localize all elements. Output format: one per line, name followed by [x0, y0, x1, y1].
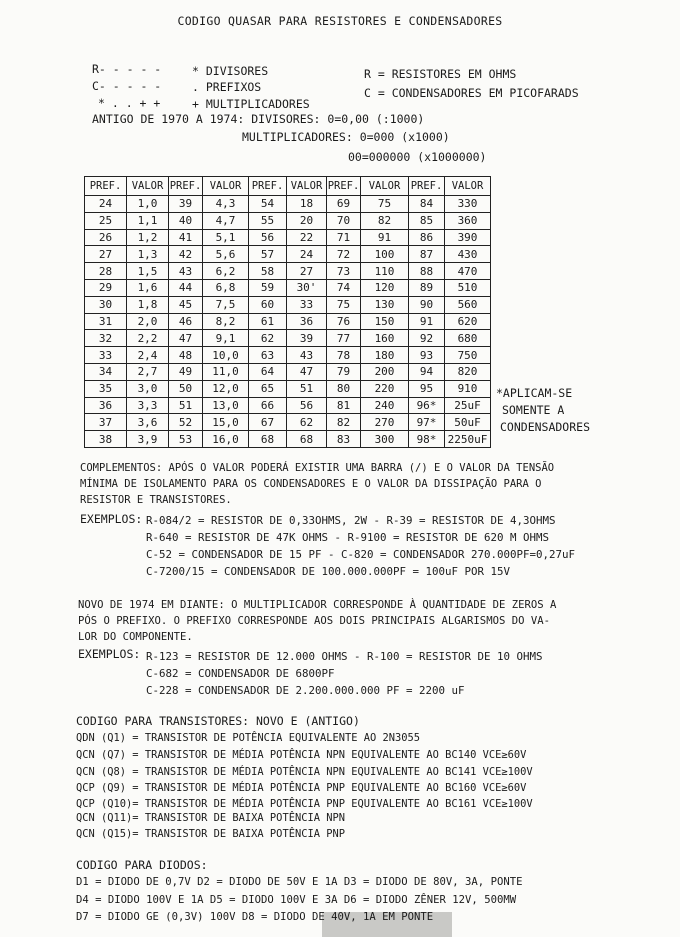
table-cell: 270	[361, 414, 409, 431]
table-cell: 750	[445, 347, 491, 364]
table-cell: 65	[249, 380, 287, 397]
table-cell: 72	[327, 246, 361, 263]
table-cell: 45	[169, 296, 203, 313]
table-cell: 56	[249, 229, 287, 246]
table-cell: 2250uF	[445, 431, 491, 448]
table-row	[85, 263, 491, 280]
legend-condensadores: C = CONDENSADORES EM PICOFARADS	[364, 86, 579, 100]
table-cell: 25	[85, 212, 127, 229]
table-cell: 52	[169, 414, 203, 431]
table-header-cell: PREF.	[85, 177, 127, 196]
table-cell: 42	[169, 246, 203, 263]
table-cell: 75	[327, 296, 361, 313]
antigo-line1: ANTIGO DE 1970 A 1974: DIVISORES: 0=0,00 (:1000)	[92, 112, 425, 126]
table-cell: 13,0	[203, 397, 249, 414]
table-cell: 95	[409, 380, 445, 397]
legend-symbol-c: C- - - - -	[92, 79, 162, 93]
table-cell: 1,5	[127, 263, 169, 280]
table-cell: 41	[169, 229, 203, 246]
table-cell: 470	[445, 263, 491, 280]
table-cell: 12,0	[203, 380, 249, 397]
table-cell: 1,6	[127, 279, 169, 296]
table-cell: 91	[361, 229, 409, 246]
table-cell: 22	[287, 229, 327, 246]
novo-line1: NOVO DE 1974 EM DIANTE: O MULTIPLICADOR CORRESPONDE À QUANTIDADE DE ZEROS A	[78, 599, 557, 611]
table-cell: 300	[361, 431, 409, 448]
table-row	[85, 330, 491, 347]
table-cell: 59	[249, 279, 287, 296]
table-cell: 44	[169, 279, 203, 296]
table-cell: 55	[249, 212, 287, 229]
table-cell: 51	[287, 380, 327, 397]
table-cell: 62	[249, 330, 287, 347]
exemplos1-line2: R-640 = RESISTOR DE 47K OHMS - R-9100 = RESISTOR DE 620 M OHMS	[146, 531, 550, 544]
table-cell: 200	[361, 363, 409, 380]
table-row	[85, 397, 491, 414]
table-header-cell: PREF.	[249, 177, 287, 196]
table-cell: 92	[409, 330, 445, 347]
table-cell: 620	[445, 313, 491, 330]
exemplos1-label: EXEMPLOS:	[80, 512, 143, 526]
exemplos2-line2: C-682 = CONDENSADOR DE 6800PF	[146, 667, 335, 680]
table-cell: 2,0	[127, 313, 169, 330]
table-cell: 220	[361, 380, 409, 397]
table-cell: 66	[249, 397, 287, 414]
table-cell: 61	[249, 313, 287, 330]
table-cell: 91	[409, 313, 445, 330]
table-row	[85, 279, 491, 296]
table-cell: 1,2	[127, 229, 169, 246]
legend-desc-prefixos: . PREFIXOS	[192, 80, 262, 94]
table-cell: 71	[327, 229, 361, 246]
table-cell: 97*	[409, 414, 445, 431]
table-row	[85, 313, 491, 330]
table-cell: 77	[327, 330, 361, 347]
table-row	[85, 246, 491, 263]
table-cell: 43	[287, 347, 327, 364]
table-note-2: SOMENTE A	[502, 403, 565, 417]
table-cell: 40	[169, 212, 203, 229]
diodo-line-1: D1 = DIODO DE 0,7V D2 = DIODO DE 50V E 1A D3 = DIODO DE 80V, 3A, PONTE	[76, 876, 523, 888]
table-cell: 100	[361, 246, 409, 263]
legend-desc-divisores: * DIVISORES	[192, 64, 269, 78]
novo-line3: LOR DO COMPONENTE.	[78, 631, 193, 643]
complementos-line3: RESISTOR E TRANSISTORES.	[80, 494, 232, 506]
table-cell: 360	[445, 212, 491, 229]
transistor-line-6: QCN (Q11)= TRANSISTOR DE BAIXA POTÊNCIA NPN	[76, 812, 345, 824]
exemplos2-line1: R-123 = RESISTOR DE 12.000 OHMS - R-100 = RESISTOR DE 10 OHMS	[146, 650, 543, 663]
table-cell: 36	[85, 397, 127, 414]
table-cell: 50	[169, 380, 203, 397]
table-cell: 24	[287, 246, 327, 263]
code-table	[84, 176, 491, 448]
table-cell: 3,3	[127, 397, 169, 414]
table-row	[85, 414, 491, 431]
table-cell: 43	[169, 263, 203, 280]
table-cell: 27	[287, 263, 327, 280]
table-cell: 3,6	[127, 414, 169, 431]
table-cell: 680	[445, 330, 491, 347]
table-cell: 24	[85, 196, 127, 213]
transistor-line-2: QCN (Q7) = TRANSISTOR DE MÉDIA POTÊNCIA NPN EQUIVALENTE AO BC140 VCE≥60V	[76, 749, 527, 761]
table-cell: 10,0	[203, 347, 249, 364]
table-cell: 30'	[287, 279, 327, 296]
table-cell: 28	[85, 263, 127, 280]
antigo-line2: MULTIPLICADORES: 0=000 (x1000)	[242, 130, 450, 144]
diodo-line-2: D4 = DIODO 100V E 1A D5 = DIODO 100V E 3A D6 = DIODO ZÊNER 12V, 500MW	[76, 894, 517, 906]
table-cell: 39	[169, 196, 203, 213]
table-cell: 58	[249, 263, 287, 280]
table-cell: 64	[249, 363, 287, 380]
diodos-heading: CODIGO PARA DIODOS:	[76, 858, 208, 872]
legend-symbol-r: R- - - - -	[92, 62, 162, 76]
exemplos1-line3: C-52 = CONDENSADOR DE 15 PF - C-820 = CONDENSADOR 270.000PF=0,27uF	[146, 548, 576, 561]
table-cell: 430	[445, 246, 491, 263]
table-cell: 18	[287, 196, 327, 213]
table-cell: 820	[445, 363, 491, 380]
table-cell: 82	[327, 414, 361, 431]
table-cell: 57	[249, 246, 287, 263]
table-cell: 31	[85, 313, 127, 330]
table-row	[85, 431, 491, 448]
table-cell: 89	[409, 279, 445, 296]
table-cell: 33	[85, 347, 127, 364]
exemplos1-line4: C-7200/15 = CONDENSADOR DE 100.000.000PF = 100uF POR 15V	[146, 565, 511, 578]
table-row	[85, 363, 491, 380]
table-cell: 73	[327, 263, 361, 280]
table-cell: 6,8	[203, 279, 249, 296]
table-cell: 48	[169, 347, 203, 364]
transistor-line-7: QCN (Q15)= TRANSISTOR DE BAIXA POTÊNCIA PNP	[76, 828, 345, 840]
table-header-cell: VALOR	[203, 177, 249, 196]
table-cell: 1,1	[127, 212, 169, 229]
table-cell: 5,6	[203, 246, 249, 263]
table-cell: 60	[249, 296, 287, 313]
table-cell: 29	[85, 279, 127, 296]
transistor-line-5: QCP (Q10)= TRANSISTOR DE MÉDIA POTÊNCIA PNP EQUIVALENTE AO BC161 VCE≥100V	[76, 798, 533, 810]
table-cell: 4,7	[203, 212, 249, 229]
table-cell: 68	[249, 431, 287, 448]
table-cell: 9,1	[203, 330, 249, 347]
table-cell: 510	[445, 279, 491, 296]
table-header-cell: PREF.	[169, 177, 203, 196]
table-cell: 93	[409, 347, 445, 364]
table-cell: 86	[409, 229, 445, 246]
table-header-cell: PREF.	[327, 177, 361, 196]
table-cell: 47	[169, 330, 203, 347]
table-header-cell: VALOR	[361, 177, 409, 196]
table-cell: 62	[287, 414, 327, 431]
table-cell: 26	[85, 229, 127, 246]
table-cell: 37	[85, 414, 127, 431]
table-note-1: *APLICAM-SE	[496, 386, 573, 400]
table-cell: 80	[327, 380, 361, 397]
table-cell: 46	[169, 313, 203, 330]
exemplos2-label: EXEMPLOS:	[78, 647, 141, 661]
legend-symbol-marks: * . . + +	[98, 96, 161, 110]
table-cell: 25uF	[445, 397, 491, 414]
table-cell: 2,7	[127, 363, 169, 380]
table-row	[85, 296, 491, 313]
table-cell: 35	[85, 380, 127, 397]
legend-desc-multiplicadores: + MULTIPLICADORES	[192, 97, 310, 111]
table-cell: 150	[361, 313, 409, 330]
table-header-cell: PREF.	[409, 177, 445, 196]
table-cell: 180	[361, 347, 409, 364]
table-cell: 11,0	[203, 363, 249, 380]
table-row	[85, 347, 491, 364]
table-cell: 56	[287, 397, 327, 414]
table-cell: 160	[361, 330, 409, 347]
table-cell: 94	[409, 363, 445, 380]
table-cell: 49	[169, 363, 203, 380]
table-cell: 7,5	[203, 296, 249, 313]
table-cell: 74	[327, 279, 361, 296]
table-cell: 47	[287, 363, 327, 380]
table-cell: 51	[169, 397, 203, 414]
table-cell: 330	[445, 196, 491, 213]
transistor-line-3: QCN (Q8) = TRANSISTOR DE MÉDIA POTÊNCIA NPN EQUIVALENTE AO BC141 VCE≥100V	[76, 766, 533, 778]
table-cell: 75	[361, 196, 409, 213]
table-cell: 15,0	[203, 414, 249, 431]
table-cell: 2,2	[127, 330, 169, 347]
table-cell: 34	[85, 363, 127, 380]
table-cell: 110	[361, 263, 409, 280]
table-cell: 85	[409, 212, 445, 229]
table-cell: 560	[445, 296, 491, 313]
table-row	[85, 196, 491, 213]
table-cell: 83	[327, 431, 361, 448]
table-cell: 3,9	[127, 431, 169, 448]
table-cell: 8,2	[203, 313, 249, 330]
table-cell: 20	[287, 212, 327, 229]
table-cell: 32	[85, 330, 127, 347]
complementos-line1: COMPLEMENTOS: APÓS O VALOR PODERÁ EXISTIR UMA BARRA (/) E O VALOR DA TENSÃO	[80, 462, 555, 474]
table-cell: 98*	[409, 431, 445, 448]
legend-resistores: R = RESISTORES EM OHMS	[364, 67, 517, 81]
novo-line2: PÓS O PREFIXO. O PREFIXO CORRESPONDE AOS DOIS PRINCIPAIS ALGARISMOS DO VA-	[78, 615, 550, 627]
table-cell: 69	[327, 196, 361, 213]
table-cell: 96*	[409, 397, 445, 414]
table-cell: 240	[361, 397, 409, 414]
table-cell: 3,0	[127, 380, 169, 397]
table-cell: 53	[169, 431, 203, 448]
table-header-cell: VALOR	[287, 177, 327, 196]
table-cell: 38	[85, 431, 127, 448]
table-cell: 50uF	[445, 414, 491, 431]
table-cell: 78	[327, 347, 361, 364]
table-cell: 54	[249, 196, 287, 213]
table-row	[85, 380, 491, 397]
table-cell: 16,0	[203, 431, 249, 448]
table-cell: 39	[287, 330, 327, 347]
table-cell: 81	[327, 397, 361, 414]
table-header-cell: VALOR	[445, 177, 491, 196]
table-cell: 79	[327, 363, 361, 380]
table-cell: 82	[361, 212, 409, 229]
table-cell: 87	[409, 246, 445, 263]
table-cell: 88	[409, 263, 445, 280]
table-cell: 910	[445, 380, 491, 397]
table-cell: 4,3	[203, 196, 249, 213]
table-cell: 5,1	[203, 229, 249, 246]
table-cell: 120	[361, 279, 409, 296]
antigo-line3: 00=000000 (x1000000)	[348, 150, 487, 164]
table-cell: 76	[327, 313, 361, 330]
table-cell: 2,4	[127, 347, 169, 364]
table-cell: 1,0	[127, 196, 169, 213]
table-cell: 27	[85, 246, 127, 263]
transistor-line-4: QCP (Q9) = TRANSISTOR DE MÉDIA POTÊNCIA PNP EQUIVALENTE AO BC160 VCE≥60V	[76, 782, 527, 794]
table-cell: 67	[249, 414, 287, 431]
table-cell: 30	[85, 296, 127, 313]
table-cell: 130	[361, 296, 409, 313]
complementos-line2: MÍNIMA DE ISOLAMENTO PARA OS CONDENSADORES E O VALOR DA DISSIPAÇÃO PARA O	[80, 478, 542, 490]
table-cell: 84	[409, 196, 445, 213]
table-cell: 33	[287, 296, 327, 313]
table-row	[85, 212, 491, 229]
table-note-3: CONDENSADORES	[500, 420, 591, 434]
table-header-row	[85, 177, 491, 196]
exemplos1-line1: R-084/2 = RESISTOR DE 0,33OHMS, 2W - R-39 = RESISTOR DE 4,3OHMS	[146, 514, 556, 527]
table-cell: 1,3	[127, 246, 169, 263]
transistor-line-1: QDN (Q1) = TRANSISTOR DE POTÊNCIA EQUIVALENTE AO 2N3055	[76, 732, 421, 744]
table-cell: 1,8	[127, 296, 169, 313]
table-cell: 90	[409, 296, 445, 313]
table-header-cell: VALOR	[127, 177, 169, 196]
table-cell: 36	[287, 313, 327, 330]
transistores-heading: CODIGO PARA TRANSISTORES: NOVO E (ANTIGO)	[76, 714, 360, 728]
table-cell: 70	[327, 212, 361, 229]
table-cell: 6,2	[203, 263, 249, 280]
table-cell: 390	[445, 229, 491, 246]
exemplos2-line3: C-228 = CONDENSADOR DE 2.200.000.000 PF = 2200 uF	[146, 684, 465, 697]
table-cell: 63	[249, 347, 287, 364]
diodo-line-3: D7 = DIODO GE (0,3V) 100V D8 = DIODO DE 40V, 1A EM PONTE	[76, 911, 434, 923]
table-row	[85, 229, 491, 246]
table-cell: 68	[287, 431, 327, 448]
table-body	[85, 196, 491, 448]
page-title: CODIGO QUASAR PARA RESISTORES E CONDENSADORES	[177, 14, 503, 28]
